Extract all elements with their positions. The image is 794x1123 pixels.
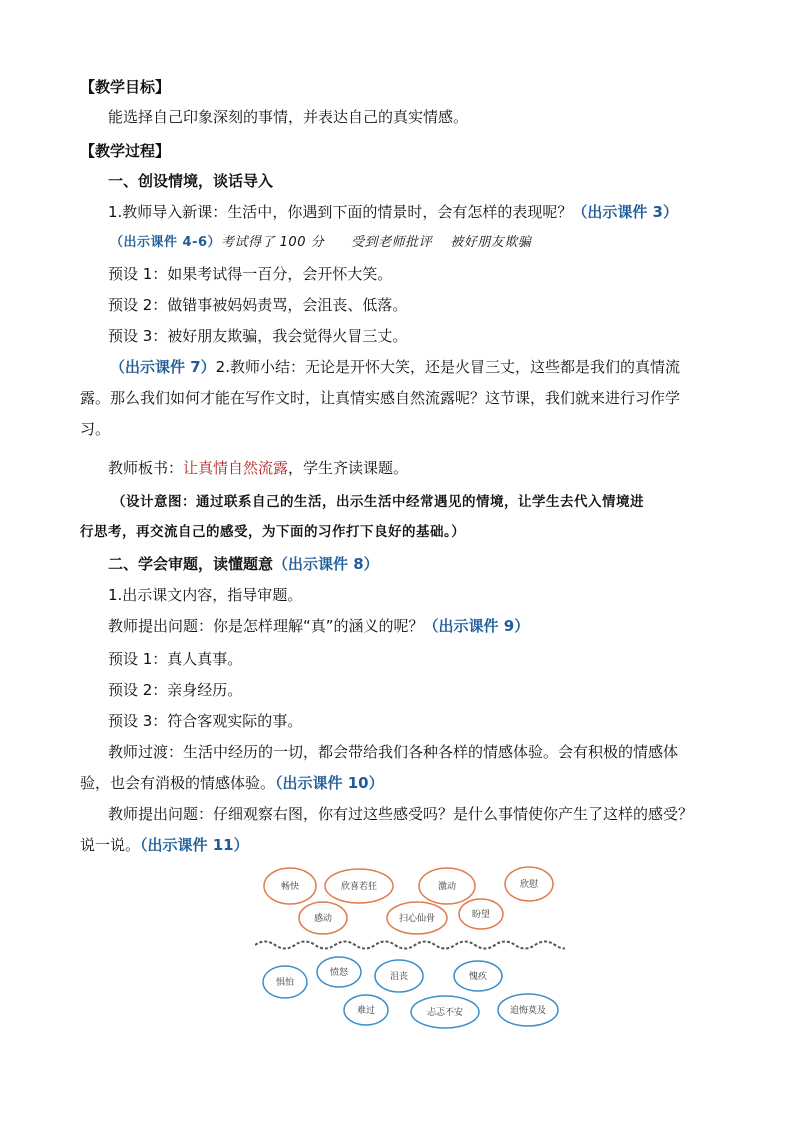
positive-emotion-bubble [299,902,347,934]
courseware-ref-11: （出示课件 11） [140,836,249,854]
part2-title-text: 二、学会审题，读懂题意 [108,555,274,573]
preset-1: 预设 1：如果考试得一百分，会开怀大笑。 [108,265,393,283]
positive-emotion-word: 激动 [437,882,457,892]
section-heading-process: 【教学过程】 [80,142,171,160]
positive-emotion-bubble [459,899,503,929]
board-writing [108,457,408,479]
negative-emotion-bubble [498,994,558,1026]
positive-emotion-word: 感动 [313,914,333,924]
paragraph-intro [108,201,678,223]
positive-emotion-word: 欣喜若狂 [340,882,378,892]
board-prefix: 教师板书： [108,459,184,477]
negative-emotion-word: 沮丧 [389,972,409,982]
board-suffix: ，学生齐读课题。 [288,459,409,477]
question2-text: 说一说。 [80,836,141,854]
courseware-ref-10: （出示课件 10） [275,774,384,792]
teacher-summary [110,356,680,378]
transition-line1: 教师过渡：生活中经历的一切，都会带给我们各种各样的情感体验。会有积极的情感体 [108,743,679,761]
wavy-divider [255,942,565,949]
summary-line-3: 习。 [80,420,111,438]
negative-emotion-word: 愧疚 [468,972,488,982]
design-intent-line1: （设计意图：通过联系自己的生活，出示生活中经常遇见的情境，让学生去代入情境进 [112,494,644,510]
summary-line-2: 露。那么我们如何才能在写作文时，让真情实感自然流露呢？这节课，我们就来进行习作学 [80,389,681,407]
part2-preset-2: 预设 2：亲身经历。 [108,681,243,699]
negative-emotion-bubble [317,957,361,987]
positive-emotion-bubble [264,868,316,904]
negative-emotion-bubble [263,966,307,998]
positive-emotion-bubble [325,869,393,903]
negative-emotion-word: 愤怒 [329,968,349,978]
positive-emotion-word: 扫心仙骨 [398,914,436,924]
transition-line2 [80,772,384,794]
negative-emotion-bubble [454,961,502,991]
positive-emotion-word: 畅快 [280,882,300,892]
positive-emotion-word: 盼望 [471,910,491,920]
scenario-text: 考试得了 100 分 受到老师批评 被好朋友欺骗 [221,235,532,250]
section-heading-goal: 【教学目标】 [80,78,171,96]
courseware-ref-3: （出示课件 3） [572,203,678,221]
courseware-ref-4-6: （出示课件 4-6） [110,235,222,250]
positive-emotion-bubble [505,867,553,901]
part2-preset-3: 预设 3：符合客观实际的事。 [108,712,303,730]
courseware-ref-7: （出示课件 7） [110,358,216,376]
negative-emotion-word: 追悔莫及 [509,1006,547,1016]
goal-text: 能选择自己印象深刻的事情，并表达自己的真实情感。 [108,108,469,126]
courseware-ref-8: （出示课件 8） [273,555,379,573]
part1-title: 一、创设情境，谈话导入 [108,172,274,190]
negative-emotion-word: 忐忑不安 [426,1008,464,1018]
scenario-line [110,232,531,254]
negative-emotion-word: 惧怕 [275,978,295,988]
board-title: 让真情自然流露 [183,459,289,477]
part2-question [108,615,529,637]
positive-emotion-word: 欣慰 [519,880,539,890]
part2-step1: 1.出示课文内容，指导审题。 [108,586,303,604]
negative-emotion-word: 难过 [356,1006,376,1016]
positive-emotion-bubble [419,868,475,904]
emotion-diagram [255,862,565,1034]
part2-title [108,553,379,575]
question-text: 教师提出问题：你是怎样理解“真”的涵义的呢？ [108,617,424,635]
intro-text: 1.教师导入新课：生活中，你遇到下面的情景时，会有怎样的表现呢？ [108,203,573,221]
preset-2: 预设 2：做错事被妈妈责骂，会沮丧、低落。 [108,296,408,314]
part2-preset-1: 预设 1：真人真事。 [108,650,243,668]
negative-emotion-bubble [375,960,423,992]
positive-emotion-bubble [387,902,447,934]
courseware-ref-9: （出示课件 9） [423,617,530,635]
transition-text: 验，也会有消极的情感体验。 [80,774,276,792]
summary-text: 2.教师小结：无论是开怀大笑，还是火冒三丈，这些都是我们的真情流 [215,358,680,376]
preset-3: 预设 3：被好朋友欺骗，我会觉得火冒三丈。 [108,327,408,345]
question2-line2 [80,834,249,856]
negative-emotion-bubble [411,996,479,1028]
design-intent-line2: 行思考，再交流自己的感受，为下面的习作打下良好的基础。） [80,524,466,540]
question2-line1: 教师提出问题：仔细观察右图，你有过这些感受吗？是什么事情使你产生了这样的感受？ [108,805,694,823]
negative-emotion-bubble [344,995,388,1025]
